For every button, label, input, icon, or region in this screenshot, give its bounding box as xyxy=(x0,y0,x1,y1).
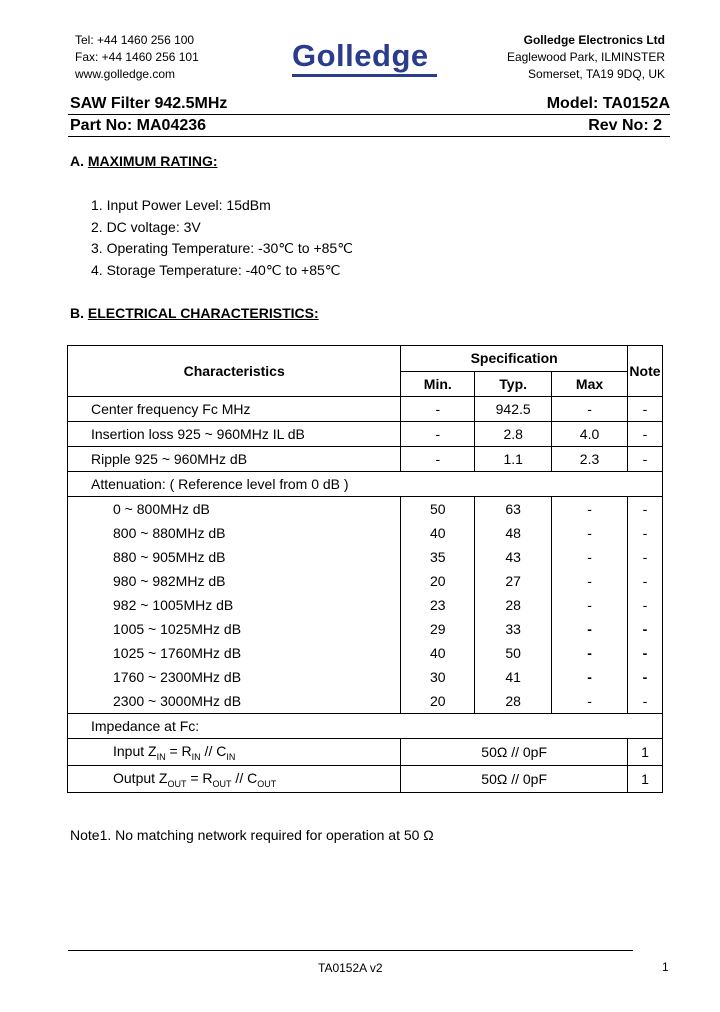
cell-min: 20 xyxy=(401,689,475,714)
cell-note: - xyxy=(627,521,662,545)
cell-note: - xyxy=(627,545,662,569)
cell-min: 20 xyxy=(401,569,475,593)
table-row xyxy=(68,472,663,497)
max-rating-list xyxy=(91,195,353,282)
cell-note: - xyxy=(627,397,662,422)
cell-note: - xyxy=(627,497,662,522)
cell-max: 2.3 xyxy=(552,447,628,472)
row-label: Center frequency Fc MHz xyxy=(68,397,401,422)
table-row xyxy=(68,569,663,593)
cell-typ: 28 xyxy=(475,593,552,617)
product-title: SAW Filter 942.5MHz xyxy=(70,95,228,112)
table-row xyxy=(68,665,663,689)
section-b-title: ELECTRICAL CHARACTERISTICS: xyxy=(87,305,319,321)
c-text: // C xyxy=(200,742,227,759)
cell-min: - xyxy=(401,447,475,472)
row-label: Insertion loss 925 ~ 960MHz IL dB xyxy=(68,422,401,447)
cell-typ: 41 xyxy=(475,665,552,689)
cell-min: 23 xyxy=(401,593,475,617)
title-row-1 xyxy=(70,95,670,113)
impedance-output-value: 50Ω // 0pF xyxy=(401,766,628,793)
cell-max: - xyxy=(552,617,628,641)
cell-typ: 28 xyxy=(475,689,552,714)
part-number: Part No: MA04236 xyxy=(70,117,207,134)
title-divider-1 xyxy=(68,114,670,115)
cell-max: - xyxy=(552,641,628,665)
impedance-label: Impedance at Fc: xyxy=(68,714,663,739)
cell-note: 1 xyxy=(627,766,662,793)
cell-typ: 43 xyxy=(475,545,552,569)
row-label: 800 ~ 880MHz dB xyxy=(68,521,401,545)
c-subscript: OUT xyxy=(257,778,277,789)
cell-note: - xyxy=(627,665,662,689)
table-row xyxy=(68,739,663,766)
cell-typ: 50 xyxy=(475,641,552,665)
table-row xyxy=(68,447,663,472)
header-specification: Specification xyxy=(401,346,628,372)
cell-typ: 1.1 xyxy=(475,447,552,472)
cell-max: - xyxy=(552,497,628,522)
impedance-input-label xyxy=(68,739,401,766)
company-name: Golledge Electronics Ltd xyxy=(523,33,665,47)
revision-number: Rev No: 2 xyxy=(588,117,662,134)
cell-min: 29 xyxy=(401,617,475,641)
c-text: // C xyxy=(231,769,258,786)
cell-typ: 2.8 xyxy=(475,422,552,447)
section-a-heading xyxy=(70,153,218,169)
c-subscript: IN xyxy=(226,751,236,762)
cell-min: 40 xyxy=(401,641,475,665)
section-b-prefix: B. xyxy=(70,305,84,321)
header-min: Min. xyxy=(401,371,475,397)
row-label: 1005 ~ 1025MHz dB xyxy=(68,617,401,641)
r-text: = R xyxy=(186,769,213,786)
cell-max: - xyxy=(552,521,628,545)
address-line-1: Eaglewood Park, ILMINSTER xyxy=(506,50,665,64)
footer-doc-id: TA0152A v2 xyxy=(318,961,383,975)
table-row xyxy=(68,617,663,641)
table-row xyxy=(68,689,663,714)
section-b-heading xyxy=(70,305,319,321)
header-characteristics: Characteristics xyxy=(68,346,401,397)
header-typ: Typ. xyxy=(475,371,552,397)
cell-typ: 942.5 xyxy=(475,397,552,422)
title-divider-2 xyxy=(68,136,670,137)
row-label: Ripple 925 ~ 960MHz dB xyxy=(68,447,401,472)
rating-item: 2. DC voltage: 3V xyxy=(91,218,201,235)
title-row-2 xyxy=(70,117,670,135)
cell-note: - xyxy=(627,641,662,665)
table-row xyxy=(68,397,663,422)
row-label: 982 ~ 1005MHz dB xyxy=(68,593,401,617)
cell-max: - xyxy=(552,665,628,689)
row-label: 0 ~ 800MHz dB xyxy=(68,497,401,522)
cell-typ: 33 xyxy=(475,617,552,641)
table-row xyxy=(68,766,663,793)
contact-fax: Fax: +44 1460 256 101 xyxy=(75,50,199,64)
cell-note: - xyxy=(627,593,662,617)
address-line-2: Somerset, TA19 9DQ, UK xyxy=(528,67,665,81)
r-subscript: IN xyxy=(191,751,201,762)
cell-max: - xyxy=(552,569,628,593)
cell-min: 30 xyxy=(401,665,475,689)
cell-min: - xyxy=(401,397,475,422)
model-number: Model: TA0152A xyxy=(546,95,670,112)
company-address xyxy=(507,32,665,83)
impedance-output-label xyxy=(68,766,401,793)
table-row xyxy=(68,714,663,739)
rating-item: 1. Input Power Level: 15dBm xyxy=(91,197,271,213)
company-logo: Golledge xyxy=(292,38,429,73)
z-subscript: IN xyxy=(156,751,166,762)
cell-note: - xyxy=(627,569,662,593)
row-label: 1760 ~ 2300MHz dB xyxy=(68,665,401,689)
z-subscript: OUT xyxy=(167,778,187,789)
row-label: 2300 ~ 3000MHz dB xyxy=(68,689,401,714)
footer-divider xyxy=(68,950,633,951)
rating-item: 3. Operating Temperature: -30℃ to +85℃ xyxy=(91,240,353,257)
table-row xyxy=(68,521,663,545)
note-1: Note1. No matching network required for operation at 50 Ω xyxy=(70,827,434,843)
impedance-input-value: 50Ω // 0pF xyxy=(401,739,628,766)
r-text: = R xyxy=(165,742,192,759)
contact-website[interactable]: www.golledge.com xyxy=(75,67,176,81)
cell-note: 1 xyxy=(627,739,662,766)
header-max: Max xyxy=(552,371,628,397)
table-row xyxy=(68,497,663,522)
logo-underline xyxy=(292,74,437,77)
rating-item: 4. Storage Temperature: -40℃ to +85℃ xyxy=(91,262,341,279)
table-row xyxy=(68,545,663,569)
table-row xyxy=(68,422,663,447)
table-row xyxy=(68,593,663,617)
header-note: Note xyxy=(627,346,662,397)
z-text: Input Z xyxy=(113,742,157,759)
cell-note: - xyxy=(627,422,662,447)
cell-max: - xyxy=(552,545,628,569)
row-label: 880 ~ 905MHz dB xyxy=(68,545,401,569)
cell-max: - xyxy=(552,689,628,714)
cell-min: 40 xyxy=(401,521,475,545)
cell-max: - xyxy=(552,397,628,422)
cell-typ: 27 xyxy=(475,569,552,593)
cell-note: - xyxy=(627,617,662,641)
cell-min: 50 xyxy=(401,497,475,522)
cell-typ: 48 xyxy=(475,521,552,545)
row-label: 980 ~ 982MHz dB xyxy=(68,569,401,593)
contact-tel: Tel: +44 1460 256 100 xyxy=(75,33,195,47)
cell-max: - xyxy=(552,593,628,617)
page-number: 1 xyxy=(662,960,669,974)
cell-typ: 63 xyxy=(475,497,552,522)
table-row xyxy=(68,641,663,665)
row-label: 1025 ~ 1760MHz dB xyxy=(68,641,401,665)
cell-max: 4.0 xyxy=(552,422,628,447)
contact-info xyxy=(75,32,199,83)
cell-min: - xyxy=(401,422,475,447)
section-a-title: MAXIMUM RATING: xyxy=(87,153,218,169)
cell-note: - xyxy=(627,689,662,714)
z-text: Output Z xyxy=(113,769,168,786)
cell-min: 35 xyxy=(401,545,475,569)
attenuation-label: Attenuation: ( Reference level from 0 dB ) xyxy=(68,472,663,497)
electrical-characteristics-table xyxy=(67,345,663,793)
r-subscript: OUT xyxy=(212,778,232,789)
section-a-prefix: A. xyxy=(70,153,84,169)
cell-note: - xyxy=(627,447,662,472)
